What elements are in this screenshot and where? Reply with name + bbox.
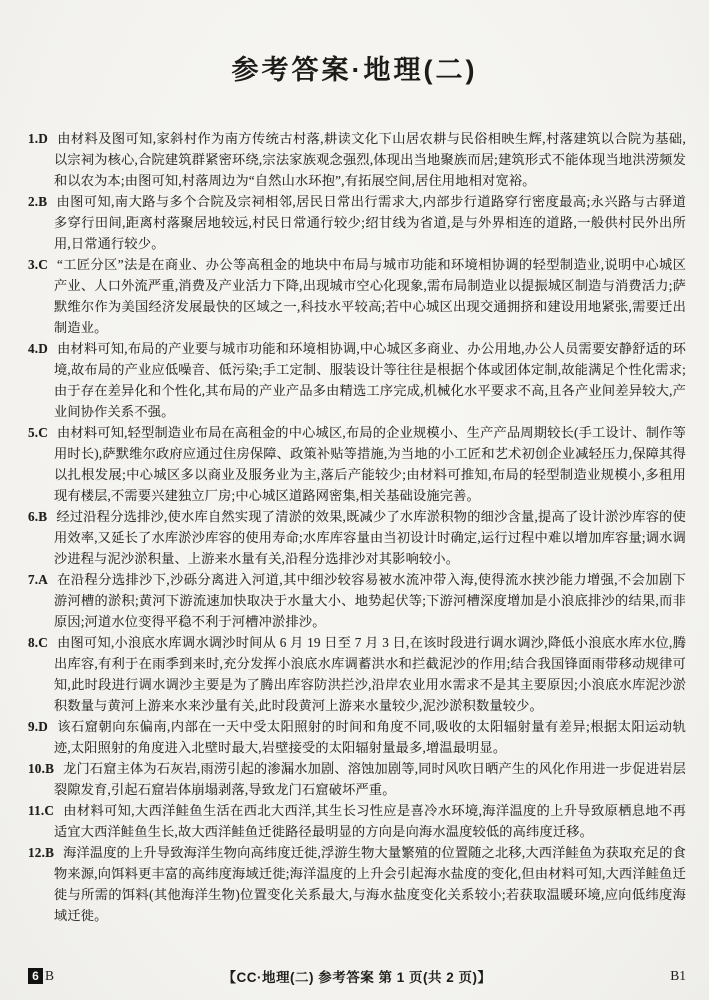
answer-number: 11.C xyxy=(28,803,55,818)
footer-center-text: 【CC·地理(二) 参考答案 第 1 页(共 2 页)】 xyxy=(222,970,492,985)
answer-number: 1.D xyxy=(28,131,49,146)
footer-code-badge: 6 xyxy=(28,968,43,984)
answer-number: 3.C xyxy=(28,257,49,272)
answer-explanation: 由图可知,小浪底水库调水调沙时间从 6 月 19 日至 7 月 3 日,在该时段进行调水调沙,降低小浪底水库水位,腾出库容,有利于在雨季到来时,充分发挥小浪底水库调蓄洪水和拦截泥沙的作用;结合我国锋面雨带移动规律可知,此时段进行调水调沙主要是为了腾出库容防洪拦沙,沿岸农业用水需求不是其主要原因;小浪底水库泥沙淤积数量与黄河上游来水来沙量有关,此时段黄河上游来水量较少,泥沙淤积数量较少。 xyxy=(54,635,686,713)
answer-item xyxy=(28,800,686,842)
footer-right-code: B1 xyxy=(670,968,686,983)
answer-number: 5.C xyxy=(28,425,49,440)
answer-explanation: 由材料可知,布局的产业要与城市功能和环境相协调,中心城区多商业、办公用地,办公人员需要安静舒适的环境,故布局的产业应低噪音、低污染;手工定制、服装设计等往往是根据个体或团体定制,故能满足个性化需求;由于存在差异化和个性化,其布局的产业产品多由精选工序完成,机械化水平要求不高,且各产业间差异较大,产业间协作关系不强。 xyxy=(54,341,686,419)
answer-item xyxy=(28,569,686,632)
answer-item xyxy=(28,716,686,758)
answer-explanation: 由材料及图可知,家斜村作为南方传统古村落,耕读文化下山居农耕与民俗相映生辉,村落建筑以合院为基础,以宗祠为核心,合院建筑群紧密环绕,宗法家族观念强烈,体现出当地聚族而居;建筑形式不能体现当地洪涝频发和以农为本;由图可知,村落周边为“自然山水环抱”,有拓展空间,居住用地相对宽裕。 xyxy=(54,131,686,188)
answer-item xyxy=(28,191,686,254)
answer-number: 4.D xyxy=(28,341,49,356)
footer-code-letter: B xyxy=(45,968,55,983)
footer-paper-code xyxy=(28,968,88,984)
answer-explanation: 海洋温度的上升导致海洋生物向高纬度迁徙,浮游生物大量繁殖的位置随之北移,大西洋鲑鱼为获取充足的食物来源,向饵料更丰富的高纬度海域迁徙;海洋温度的上升会引起海水盐度的变化,但由材料可知,大西洋鲑鱼迁徙与所需的饵料(其他海洋生物)位置变化关系最大,与海水盐度变化关系较小;若获取温暖环境,应向低纬度海域迁徙。 xyxy=(54,845,686,923)
answer-explanation: 由材料可知,轻型制造业布局在高租金的中心城区,布局的企业规模小、生产产品周期较长(手工设计、制作等用时长),萨默维尔政府应通过住房保障、政策补贴等措施,为当地的小工匠和艺术初创企业减轻压力,保障其得以扎根发展;中心城区多以商业及服务业为主,落后产能较少;由材料可推知,布局的轻型制造业规模小,多租用现有楼层,不需要兴建独立厂房;中心城区道路网密集,相关基础设施完善。 xyxy=(54,425,686,503)
answer-explanation: 在沿程分选排沙下,沙砾分离进入河道,其中细沙较容易被水流冲带入海,使得流水挟沙能力增强,不会加剧下游河槽的淤积;黄河下游流速加快取决于水量大小、地势起伏等;下游河槽深度增加是小浪底排沙的结果,而非原因;河道水位变得平稳不利于河槽冲淤排沙。 xyxy=(54,572,686,629)
answer-number: 2.B xyxy=(28,194,48,209)
answer-item xyxy=(28,758,686,800)
answer-number: 12.B xyxy=(28,845,55,860)
answer-explanation: 龙门石窟主体为石灰岩,雨涝引起的渗漏水加剧、溶蚀加剧等,同时风吹日晒产生的风化作用进一步促进岩层裂隙发育,引起石窟岩体崩塌剥落,导致龙门石窟破坏严重。 xyxy=(54,761,686,797)
page-footer xyxy=(28,966,686,986)
answer-item xyxy=(28,338,686,422)
answer-number: 8.C xyxy=(28,635,49,650)
answer-explanation: 由材料可知,大西洋鲑鱼生活在西北大西洋,其生长习性应是喜冷水环境,海洋温度的上升导致原栖息地不再适宜大西洋鲑鱼生长,故大西洋鲑鱼迁徙路径最明显的方向是向海水温度较低的高纬度迁移。 xyxy=(54,803,686,839)
answer-number: 7.A xyxy=(28,572,49,587)
answer-item xyxy=(28,254,686,338)
answer-item xyxy=(28,842,686,926)
answer-item xyxy=(28,506,686,569)
answer-explanation: “工匠分区”法是在商业、办公等高租金的地块中布局与城市功能和环境相协调的轻型制造业,说明中心城区产业、人口外流严重,消费及产业活力下降,出现城市空心化现象,需布局制造业以提振城区制造与消费活力;萨默维尔作为美国经济发展最快的区域之一,科技水平较高;若中心城区出现交通拥挤和建设用地紧张,需要迁出制造业。 xyxy=(54,257,686,335)
answer-number: 6.B xyxy=(28,509,48,524)
answer-number: 9.D xyxy=(28,719,49,734)
answer-item xyxy=(28,632,686,716)
answer-number: 10.B xyxy=(28,761,55,776)
page-title: 参考答案·地理(二) xyxy=(231,55,478,85)
answer-explanation: 由图可知,南大路与多个合院及宗祠相邻,居民日常出行需求大,内部步行道路穿行密度最高;永兴路与古驿道多穿行田间,距离村落聚居地较远,村民日常通行较少;绍甘线为省道,是与外界相连的道路,一般供村民外出所用,日常通行较少。 xyxy=(54,194,686,251)
answer-item xyxy=(28,128,686,191)
answer-list xyxy=(28,128,686,926)
answer-explanation: 该石窟朝向东偏南,内部在一天中受太阳照射的时间和角度不同,吸收的太阳辐射量有差异;根据太阳运动轨迹,太阳照射的角度进入北壁时最大,岩壁接受的太阳辐射量最多,增温最明显。 xyxy=(54,719,686,755)
answer-explanation: 经过沿程分选排沙,使水库自然实现了清淤的效果,既减少了水库淤积物的细沙含量,提高了设计淤沙库容的使用效率,又延长了水库淤沙库容的使用寿命;水库库容量由当初设计时确定,运行过程中难以增加库容量;调水调沙进程与泥沙淤积量、上游来水量有关,沿程分选排沙对其影响较小。 xyxy=(54,509,686,566)
answer-item xyxy=(28,422,686,506)
